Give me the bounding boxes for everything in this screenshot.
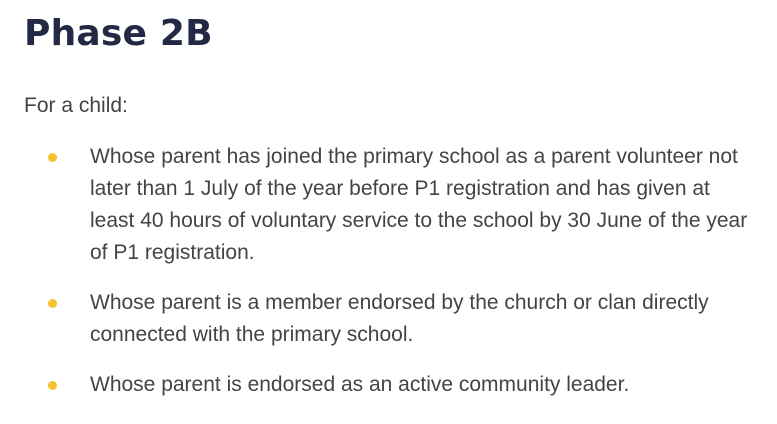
list-item [24,369,760,401]
content-section [24,10,767,424]
list-item-text: Whose parent is endorsed as an active community leader. [90,373,630,396]
list-item [24,141,760,269]
criteria-list [24,141,767,401]
list-item [24,287,760,351]
list-item-text: Whose parent has joined the primary school as a parent volunteer not later than 1 July of the year before P1 registration and has given at least 40 hours of voluntary service to the school by 30 June of the year of P1 registration. [90,145,748,264]
bullet-icon [48,299,57,308]
section-heading: Phase 2B [24,13,213,54]
intro-text: For a child: [24,94,128,117]
bullet-icon [48,153,57,162]
bullet-icon [48,381,57,390]
list-item-text: Whose parent is a member endorsed by the church or clan directly connected with the primary school. [90,291,709,346]
